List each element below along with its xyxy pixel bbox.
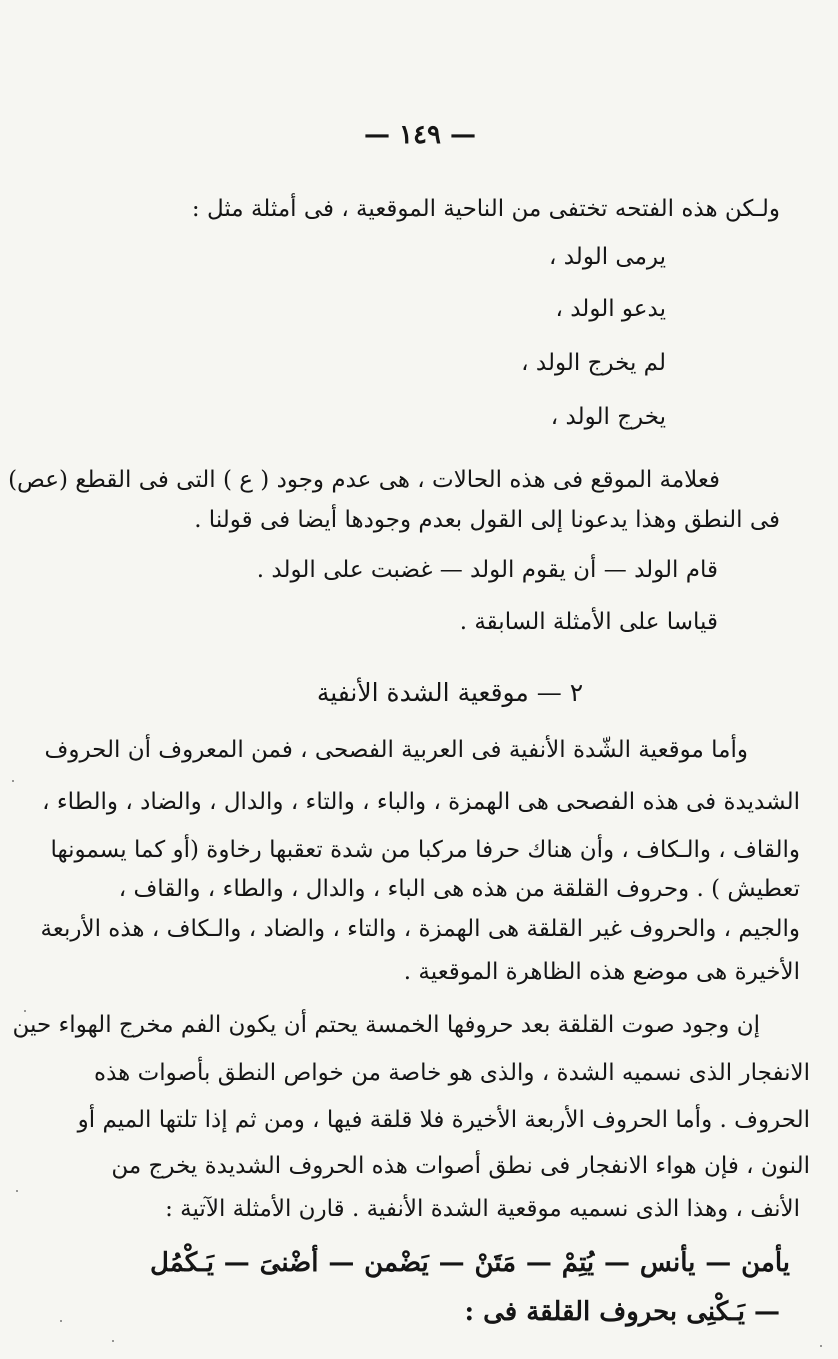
paragraph-line: وأما موقعية الشّدة الأنفية فى العربية الفصحى ، فمن المعروف أن الحروف [44, 737, 748, 763]
paper-speck [820, 1345, 822, 1347]
final-line: — يَـكْنِى بحروف القلقة فى : [464, 1297, 780, 1327]
examples-line: يأمن — يأنس — يُتِمْ — مَتَنْ — يَضْمن — أضْنىَ — يَـكْمُل [150, 1248, 790, 1278]
paragraph-line: والجيم ، والحروف غير القلقة هى الهمزة ، والتاء ، والضاد ، والـكاف ، هذه الأربعة [40, 916, 800, 942]
paragraph-line: الأنف ، وهذا الذى نسميه موقعية الشدة الأنفية . قارن الأمثلة الآتية : [165, 1196, 800, 1222]
paper-speck [60, 1320, 62, 1322]
paragraph-line: إن وجود صوت القلقة بعد حروفها الخمسة يحتم أن يكون الفم مخرج الهواء حين [12, 1012, 760, 1038]
paragraph-line: الحروف . وأما الحروف الأربعة الأخيرة فلا قلقة فيها ، ومن ثم إذا تلتها الميم أو [77, 1107, 810, 1133]
paper-speck [24, 1010, 26, 1012]
example-line: لم يخرج الولد ، [521, 350, 666, 376]
paragraph-line: قام الولد — أن يقوم الولد — غضبت على الولد . [256, 557, 718, 583]
paper-speck [112, 1340, 114, 1342]
paragraph-line: تعطيش ) . وحروف القلقة من هذه هى الباء ، والدال ، والطاء ، والقاف ، [118, 876, 800, 902]
paragraph-line: فى النطق وهذا يدعونا إلى القول بعدم وجودها أيضا فى قولنا . [194, 507, 780, 533]
paragraph-line: النون ، فإن هواء الانفجار فى نطق أصوات هذه الحروف الشديدة يخرج من [111, 1153, 810, 1179]
paper-speck [16, 1190, 18, 1192]
paragraph-line: قياسا على الأمثلة السابقة . [459, 609, 718, 635]
paragraph-line: فعلامة الموقع فى هذه الحالات ، هى عدم وجود ( ع ) التى فى القطع (عص) [8, 467, 720, 493]
paragraph-line: الأخيرة هى موضع هذه الظاهرة الموقعية . [403, 959, 800, 985]
paragraph-line: الشديدة فى هذه الفصحى هى الهمزة ، والباء ، والتاء ، والدال ، والضاد ، والطاء ، [42, 789, 800, 815]
paragraph-line: الانفجار الذى نسميه الشدة ، والذى هو خاصة من خواص النطق بأصوات هذه [94, 1060, 810, 1086]
example-line: يرمى الولد ، [549, 244, 666, 270]
section-heading: ٢ — موقعية الشدة الأنفية [316, 678, 584, 707]
example-line: يدعو الولد ، [555, 296, 666, 322]
example-line: يخرج الولد ، [550, 404, 666, 430]
intro-line: ولـكن هذه الفتحه تختفى من الناحية الموقعية ، فى أمثلة مثل : [191, 196, 780, 222]
paper-speck [12, 780, 14, 782]
paragraph-line: والقاف ، والـكاف ، وأن هناك حرفا مركبا من شدة تعقبها رخاوة (أو كما يسمونها [50, 837, 800, 863]
page-number: — ١٤٩ — [363, 120, 477, 150]
